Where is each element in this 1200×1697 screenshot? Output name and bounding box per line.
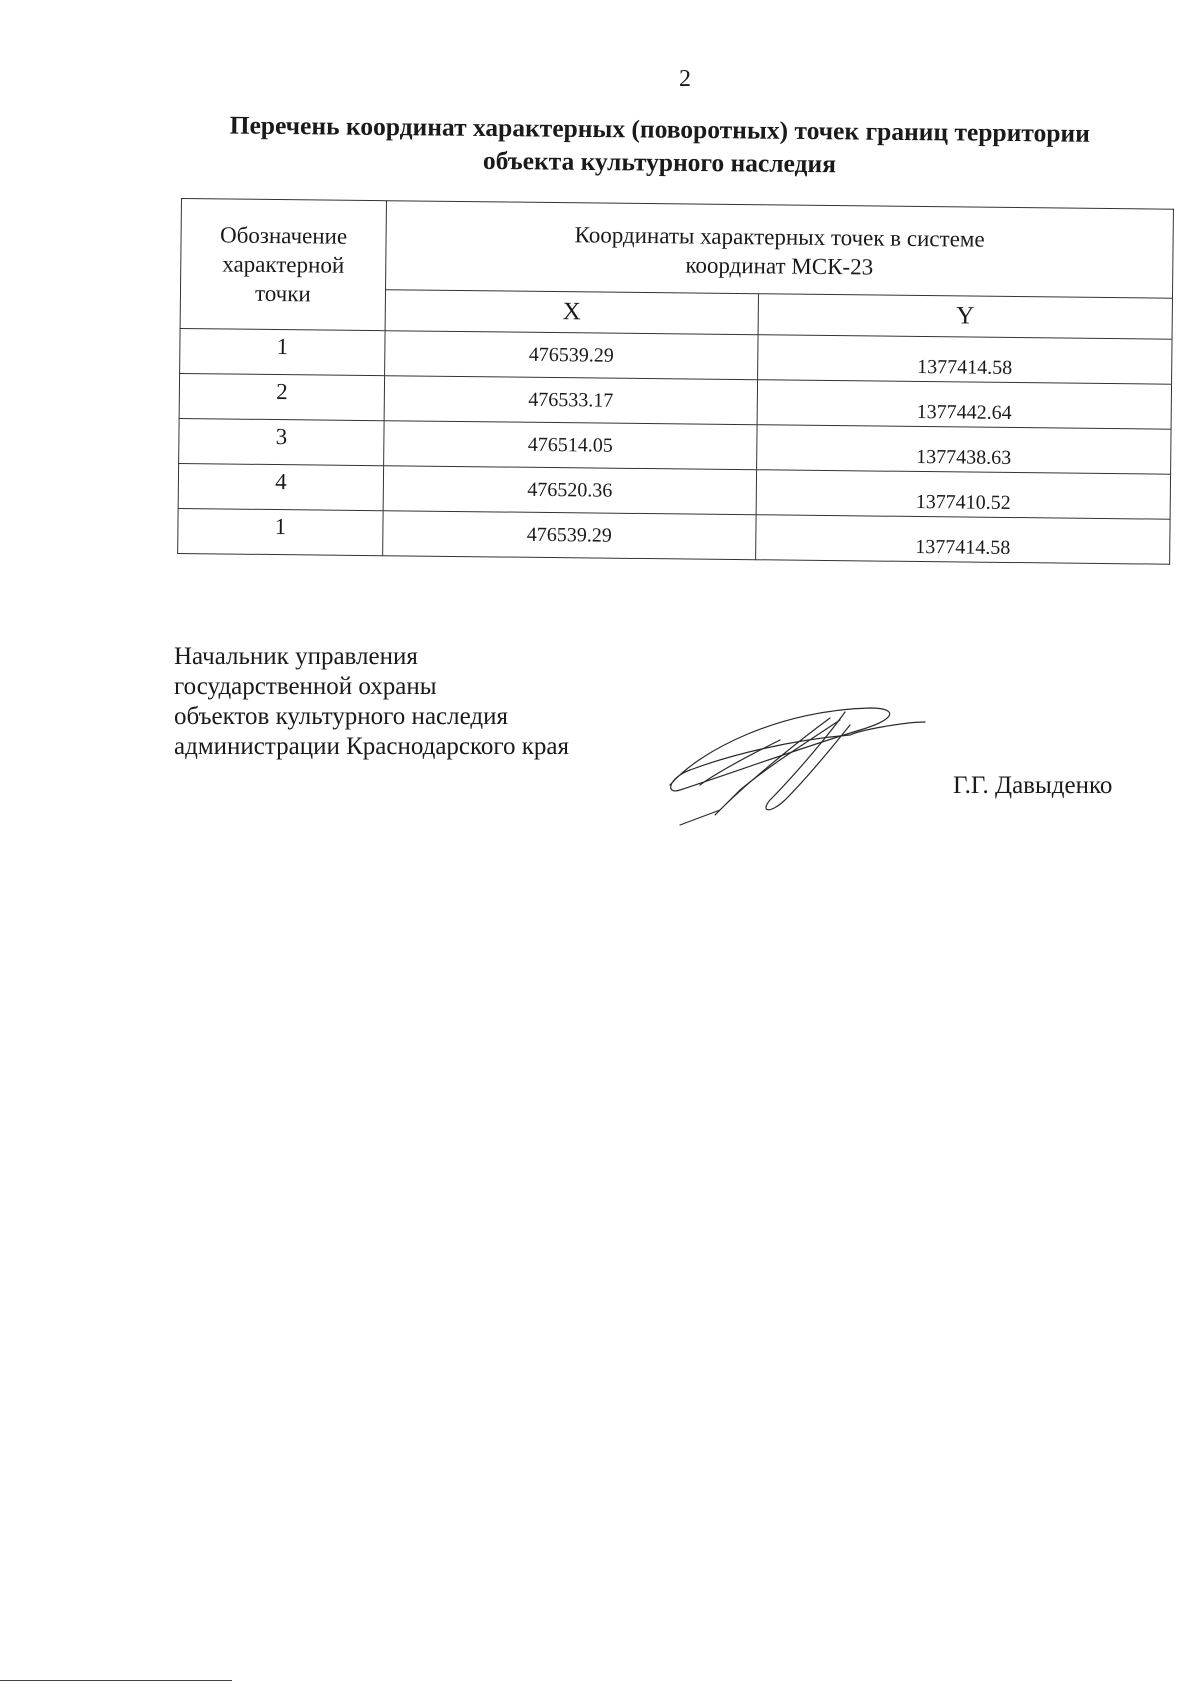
- signatory-position-line: объектов культурного наследия: [174, 703, 508, 730]
- cell-y: 1377414.58: [756, 515, 1170, 564]
- document-title: [179, 108, 1140, 183]
- footer-divider: [0, 1680, 232, 1681]
- coordinates-table: [177, 198, 1174, 565]
- signatory-position-line: Начальник управления: [174, 643, 418, 670]
- cell-x: 476539.29: [383, 511, 756, 560]
- page-number: 2: [679, 66, 691, 92]
- header-point-designation: [180, 199, 386, 331]
- cell-point-number: 3: [179, 418, 384, 465]
- signatory-name: Г.Г. Давыденко: [953, 772, 1113, 799]
- document-title-line-2: объекта культурного наследия: [482, 145, 837, 179]
- cell-x: 476520.36: [383, 466, 756, 515]
- coordinates-table-container: [177, 198, 1174, 565]
- signatory-position-line: администрации Краснодарского края: [174, 733, 570, 760]
- cell-x: 476539.29: [385, 331, 758, 380]
- cell-y: 1377410.52: [756, 470, 1170, 519]
- signatory-position-line: государственной охраны: [174, 673, 437, 700]
- header-point-designation-line: характерной: [222, 251, 345, 278]
- header-y: Y: [758, 294, 1172, 339]
- cell-y: 1377442.64: [757, 380, 1171, 429]
- header-point-designation-line: точки: [254, 280, 311, 307]
- header-coordinates-line: Координаты характерных точек в системе: [574, 222, 985, 252]
- header-coordinates-line: координат МСК-23: [685, 252, 874, 280]
- cell-point-number: 1: [178, 508, 383, 555]
- signatory-position: [174, 642, 569, 762]
- document-title-line-1: Перечень координат характерных (поворотных) точек границ территории: [229, 110, 1091, 148]
- cell-point-number: 1: [180, 328, 385, 375]
- cell-y: 1377414.58: [758, 335, 1172, 384]
- header-coordinates: [386, 201, 1174, 299]
- cell-x: 476514.05: [384, 421, 757, 470]
- table-header-row: [181, 199, 1174, 299]
- header-x: X: [385, 290, 758, 335]
- cell-y: 1377438.63: [757, 425, 1171, 474]
- cell-x: 476533.17: [384, 376, 757, 425]
- header-point-designation-line: Обозначение: [219, 222, 348, 249]
- table-row: [178, 508, 1170, 564]
- cell-point-number: 2: [179, 373, 384, 420]
- cell-point-number: 4: [178, 463, 383, 510]
- handwritten-signature: [660, 690, 930, 830]
